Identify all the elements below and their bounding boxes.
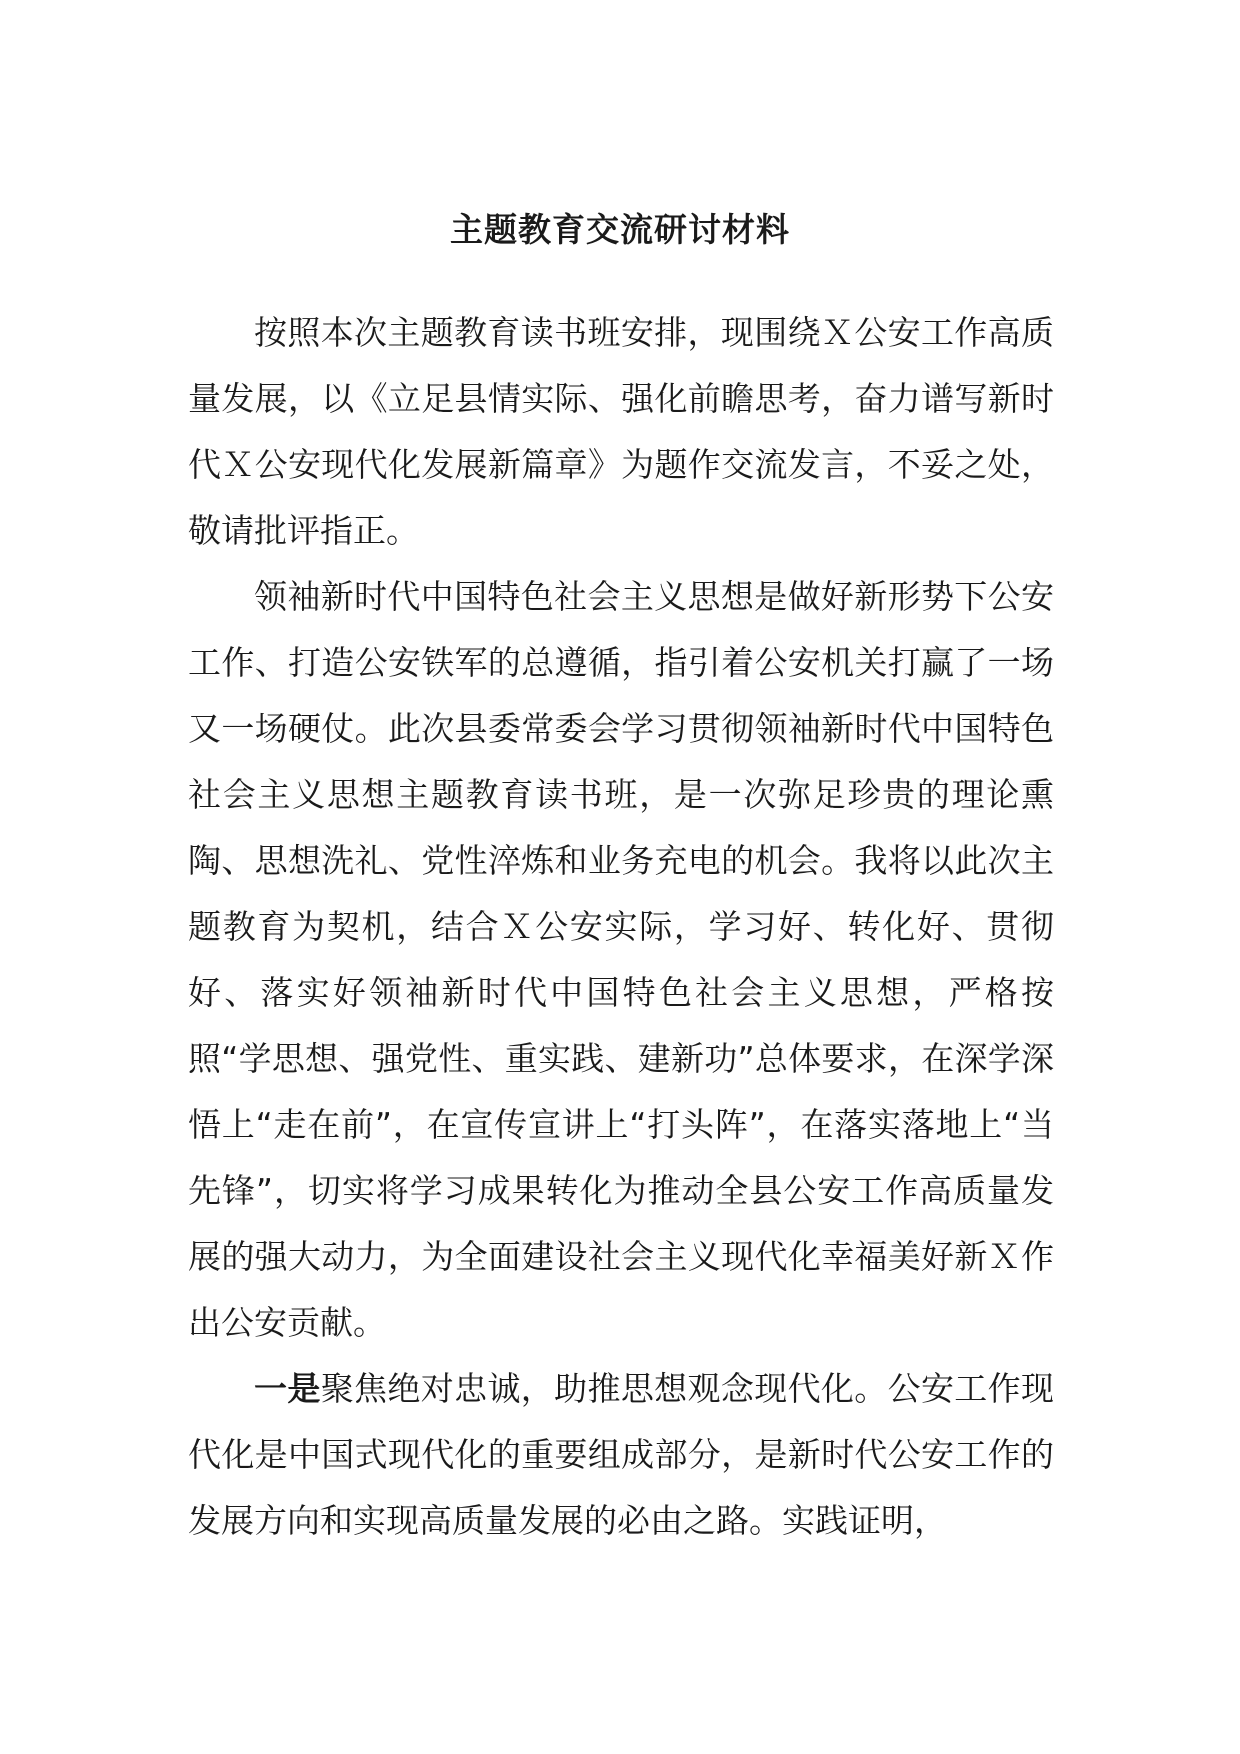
document-title: 主题教育交流研讨材料 [450, 210, 790, 249]
paragraph-intro-text: 按照本次主题教育读书班安排，现围绕Ｘ公安工作高质量发展，以《立足县情实际、强化前瞻思考，奋力谱写新时代Ｘ公安现代化发展新篇章》为题作交流发言，不妥之处，敬请批评指正。 [188, 313, 1054, 550]
paragraph-guidance [188, 564, 1054, 1356]
paragraph-guidance-text: 领袖新时代中国特色社会主义思想是做好新形势下公安工作、打造公安铁军的总遵循，指引着公安机关打赢了一场又一场硬仗。此次县委常委会学习贯彻领袖新时代中国特色社会主义思想主题教育读书班，是一次弥足珍贵的理论熏陶、思想洗礼、党性淬炼和业务充电的机会。我将以此次主题教育为契机，结合Ｘ公安实际，学习好、转化好、贯彻好、落实好领袖新时代中国特色社会主义思想，严格按照“学思想、强党性、重实践、建新功”总体要求，在深学深悟上“走在前”，在宣传宣讲上“打头阵”，在落实落地上“当先锋”，切实将学习成果转化为推动全县公安工作高质量发展的强大动力，为全面建设社会主义现代化幸福美好新Ｘ作出公安贡献。 [188, 577, 1054, 1342]
paragraph-point-one [188, 1356, 1054, 1554]
paragraph-intro [188, 300, 1054, 564]
document-body [188, 300, 1054, 1554]
paragraph-point-one-lead: 一是 [254, 1369, 321, 1408]
paragraph-point-one-text: 聚焦绝对忠诚，助推思想观念现代化。公安工作现代化是中国式现代化的重要组成部分，是新时代公安工作的发展方向和实现高质量发展的必由之路。实践证明， [188, 1369, 1055, 1540]
